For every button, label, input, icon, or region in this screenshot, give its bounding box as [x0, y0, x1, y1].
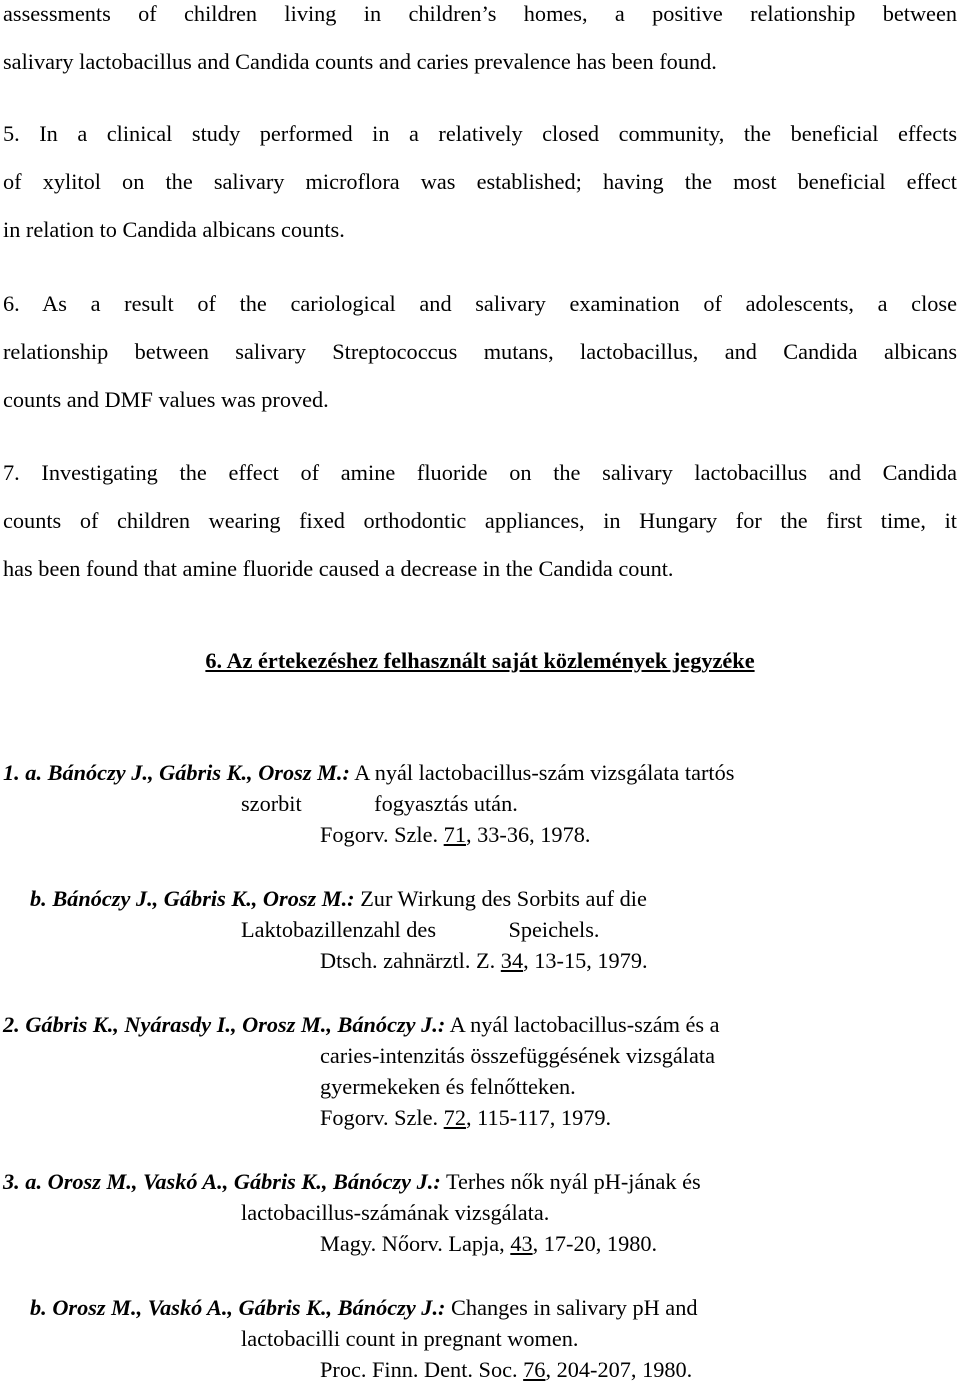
point-6-paragraph	[3, 280, 957, 424]
text-line: in relation to Candida albicans counts.	[3, 217, 345, 242]
text-line: counts and DMF values was proved.	[3, 387, 329, 412]
reference-journal: Fogorv. Szle.	[320, 1105, 439, 1130]
reference-pages-year: , 17-20, 1980.	[532, 1231, 658, 1256]
reference-authors: Orosz M., Vaskó A., Gábris K., Bánóczy J.:	[52, 1295, 446, 1320]
reference-authors: Gábris K., Nyárasdy I., Orosz M., Bánóczy J.:	[25, 1012, 446, 1037]
reference-label: b.	[30, 1295, 47, 1320]
reference-1b-line-1	[30, 884, 647, 914]
reference-volume: 71	[443, 822, 466, 847]
reference-journal-line	[320, 1103, 611, 1133]
reference-3b-line-1	[30, 1293, 698, 1323]
reference-label: 1. a.	[3, 760, 43, 785]
reference-journal: Magy. Nőorv. Lapja,	[320, 1231, 505, 1256]
text-line: 5. In a clinical study performed in a relatively closed community, the beneficial effects	[3, 121, 957, 146]
point-5-paragraph	[3, 110, 957, 254]
reference-title: A nyál lactobacillus-szám vizsgálata tartós	[354, 760, 735, 785]
reference-journal-line	[320, 1355, 692, 1385]
text-line: relationship between salivary Streptococcus mutans, lactobacillus, and Candida albicans	[3, 339, 957, 364]
reference-volume: 43	[510, 1231, 533, 1256]
section-heading	[0, 646, 960, 676]
text-line: 6. As a result of the cariological and salivary examination of adolescents, a close	[3, 291, 957, 316]
reference-journal-line	[320, 1229, 657, 1259]
reference-title: caries-intenzitás összefüggésének vizsgálata	[320, 1043, 715, 1068]
reference-pages-year: , 204-207, 1980.	[545, 1357, 693, 1382]
reference-volume: 72	[443, 1105, 466, 1130]
text-line: of xylitol on the salivary microflora was established; having the most beneficial effect	[3, 169, 957, 194]
reference-authors: Orosz M., Vaskó A., Gábris K., Bánóczy J.:	[47, 1169, 441, 1194]
reference-authors: Bánóczy J., Gábris K., Orosz M.:	[47, 760, 350, 785]
point-7-paragraph	[3, 449, 957, 593]
reference-volume: 76	[523, 1357, 546, 1382]
reference-journal-line	[320, 946, 648, 976]
reference-label: 2.	[3, 1012, 20, 1037]
reference-title: lactobacilli count in pregnant women.	[241, 1326, 579, 1351]
reference-1a-line-1	[3, 758, 734, 788]
reference-pages-year: , 115-117, 1979.	[465, 1105, 612, 1130]
reference-pages-year: , 33-36, 1978.	[465, 822, 591, 847]
reference-title: Changes in salivary pH and	[451, 1295, 698, 1320]
reference-label: 3. a.	[3, 1169, 43, 1194]
reference-title: Zur Wirkung des Sorbits auf die	[360, 886, 647, 911]
text-line: salivary lactobacillus and Candida counts and caries prevalence has been found.	[3, 49, 717, 74]
reference-journal-line	[320, 820, 590, 850]
reference-title: Laktobazillenzahl des Speichels.	[241, 917, 600, 942]
text-line: assessments of children living in children’s homes, a positive relationship between	[3, 1, 957, 26]
reference-authors: Bánóczy J., Gábris K., Orosz M.:	[52, 886, 355, 911]
reference-title: Terhes nők nyál pH-jának és	[445, 1169, 701, 1194]
section-heading-text: 6. Az értekezéshez felhasznált saját közlemények jegyzéke	[205, 648, 755, 673]
reference-2-line-1	[3, 1010, 720, 1040]
text-line: counts of children wearing fixed orthodontic appliances, in Hungary for the first time, it	[3, 508, 957, 533]
reference-title: A nyál lactobacillus-szám és a	[449, 1012, 720, 1037]
reference-volume: 34	[500, 948, 524, 973]
reference-title: gyermekeken és felnőtteken.	[320, 1074, 576, 1099]
reference-journal: Dtsch. zahnärztl. Z.	[320, 948, 496, 973]
intro-paragraph	[3, 0, 957, 86]
reference-pages-year: , 13-15, 1979.	[523, 948, 648, 973]
text-line: has been found that amine fluoride caused a decrease in the Candida count.	[3, 556, 674, 581]
reference-label: b.	[30, 886, 47, 911]
reference-journal: Fogorv. Szle.	[320, 822, 439, 847]
reference-title: szorbit fogyasztás után.	[241, 791, 518, 816]
reference-3a-line-1	[3, 1167, 701, 1197]
reference-journal: Proc. Finn. Dent. Soc.	[320, 1357, 518, 1382]
reference-title: lactobacillus-számának vizsgálata.	[241, 1200, 550, 1225]
text-line: 7. Investigating the effect of amine fluoride on the salivary lactobacillus and Candida	[3, 460, 957, 485]
